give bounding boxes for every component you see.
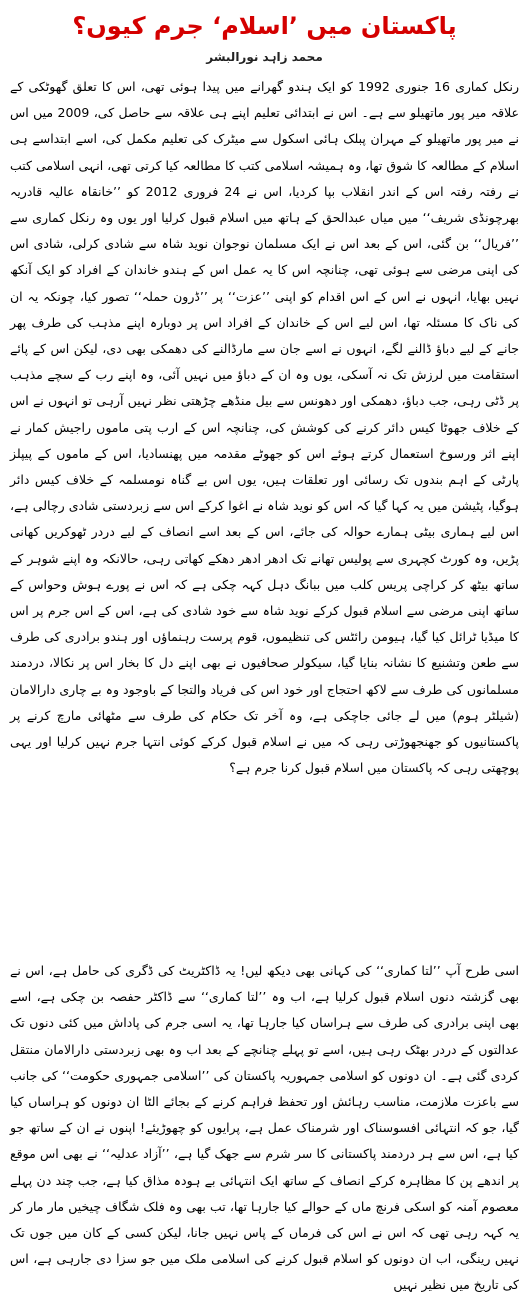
article-title: پاکستان میں ’اسلام‘ جرم کیوں؟ [72, 12, 457, 40]
article-paragraph: رنکل کماری 16 جنوری 1992 کو ایک ہندو گھرانے میں پیدا ہوئی تھی، اس کا تعلق گھوٹکی کے علاقہ میر پور ماتھیلو سے ہے۔ اس نے ابتدائی تعلیم اپنے ہی علاقہ سے حاصل کی، 2009 میں اس نے میر پور ماتھیلو کے مہران پبلک ہائی اسکول سے میٹرک کی تعلیم مکمل کی، اسے ابتداسے ہی اسلام کے مطالعہ کا شوق تھا، وہ ہمیشہ اسلامی کتب کا مطالعہ کیا کرتی تھی، انہی اسلامی کتب نے رفتہ رفتہ اس کے اندر انقلاب بپا کردیا، اس نے 24 فروری 2012 کو ’’خانقاہ عالیہ قادریہ بھرچونڈی شریف‘‘ میں میاں عبدالحق کے ہاتھ میں اسلام قبول کرلیا اور یوں وہ رنکل کماری سے ’’فریال‘‘ بن گئی، اس کے بعد اس نے ایک مسلمان نوجوان نوید شاہ سے شادی کرلی، شادی اس کی اپنی مرضی سے ہوئی تھی، چنانچہ اس کا یہ عمل اس کے ہندو خاندان کے افراد کو ایک آنکھ نہیں بھایا، انہوں نے اس کے اس اقدام کو اپنی ’’عزت‘‘ پر ’’ڈرون حملہ‘‘ تصور کیا، چونکہ یہ ان کی ناک کا مسئلہ تھا، اس لیے اس کے خاندان کے افراد اس پر دوبارہ اپنے مذہب کی طرف پھر جانے کے لیے دباؤ ڈالنے لگے، انہوں نے اسے جان سے مارڈالنے کی دھمکی بھی دی، لیکن اس کے پائے استقامت میں لرزش تک نہ آسکی، یوں وہ ان کے دباؤ میں نہیں آئی، وہ اپنے رب کے سچے مذہب پر ڈٹی رہی، جب دباؤ، دھمکی اور دھونس سے بیل منڈھے چڑھتی نظر نہیں آرہی تو انہوں نے اس کے خلاف جھوٹا کیس دائر کرنے کی کوشش کی، چنانچہ اس کے ارب پتی ماموں راجیش کمار نے اپنے اثر ورسوخ استعمال کرتے ہوئے اس کو جھوٹے مقدمہ میں پھنسادیا، اس کے ماموں کے پیپلز پارٹی کے اہم بندوں تک رسائی اور تعلقات ہیں، یوں اس بے گناہ نومسلمہ کے خلاف کیس دائر ہوگیا، پٹیشن میں یہ کہا گیا کہ اس کو نوید شاہ نے اغوا کرکے اس سے زبردستی شادی رچالی ہے، اس لیے ہماری بیٹی ہمارے حوالہ کی جائے، اس کے بعد اسے انصاف کے لیے دردر ٹھوکریں کھانی پڑیں، وہ کورٹ کچہری سے پولیس تھانے تک ادھر ادھر دھکے کھاتی رہی، حالانکہ وہ اپنے شوہر کے ساتھ بیٹھ کر کراچی پریس کلب میں ببانگ دہل کہہ چکی ہے کہ اس نے پورے ہوش وحواس کے ساتھ اپنی مرضی سے اسلام قبول کرکے نوید شاہ سے خود شادی کی ہے، اس کے اس جرم پر اس کا میڈیا ٹرائل کیا گیا، ہیومن رائٹس کی تنظیموں، قوم پرست رہنماؤں اور ہندو برادری کی طرف سے طعن وتشنیع کا نشانہ بنایا گیا، سیکولر صحافیوں نے بھی اپنے دل کا بخار اس پر نکالا، دردمند مسلمانوں کی طرف سے لاکھ احتجاج اور خود اس کی فریاد والتجا کے باوجود وہ بے چاری دارالامان (شیلٹر ہوم) میں لے جائی جاچکی ہے، وہ آخر تک حکام کی طرف سے مٹھائی مارچ کرنے پر پاکستانیوں کو جھنجھوڑتی رہی کہ میں نے اسلام قبول کرکے کوئی انتہا جرم نہیں کرلیا اور یہی پوچھتی رہی کہ پاکستان میں اسلام قبول کرنا جرم ہے؟ [10, 79, 519, 776]
article-author: محمد زاہد نورالبشر [206, 50, 323, 64]
article-page [0, 6, 529, 1293]
article-paragraph: اسی طرح آپ ’’لتا کماری‘‘ کی کہانی بھی دیکھ لیں! یہ ڈاکٹریٹ کی ڈگری کی حامل ہے، اس نے بھی گزشتہ دنوں اسلام قبول کرلیا ہے، اب وہ ’’لتا کماری‘‘ سے ڈاکٹر حفصہ بن چکی ہے، اسے بھی اپنی برادری کی طرف سے ہراساں کیا جارہا تھا، یہ اسی جرم کی پاداش میں کئی دنوں تک عدالتوں کے دردر بھٹک رہی ہیں، اسے تو پہلے چنانچے کے بعد اب وہ بھی زبردستی دارالامان منتقل کردی گئی ہے۔ ان دونوں کو اسلامی جمہوریہ پاکستان کی ’’اسلامی جمہوری حکومت‘‘ کی جانب سے باعزت ملازمت، مناسب رہائش اور تحفظ فراہم کرنے کے بجائے الٹا ان دونوں کو ہراساں کیا گیا، جو کہ انتہائی افسوسناک اور شرمناک عمل ہے، پرایوں کو چھوڑیئے! اپنوں نے ان کے ساتھ جو کیا ہے، اس سے ہر دردمند پاکستانی کا سر شرم سے جھک گیا ہے، ’’آزاد عدلیہ‘‘ نے بھی اس موقع پر اندھے پن کا مظاہرہ کرکے انصاف کے ساتھ ایک انتہائی بے ہودہ مذاق کیا ہے، جب چند دن پہلے معصوم آمنہ کو اسکی فرنچ ماں کے حوالے کیا جارہا تھا، تب بھی وہ فلک شگاف چیخیں مار مار کر یہ کہہ رہی تھی کہ اس نے اس کی فرماں کے پاس نہیں جانا، لیکن کسی کے کان میں جوں تک نہیں رینگی، اب ان دونوں کو اسلام قبول کرنے کی اسلامی ملک میں جو سزا دی جارہی ہے، اس کی تاریخ میں نظیر نہیں [10, 963, 519, 1293]
